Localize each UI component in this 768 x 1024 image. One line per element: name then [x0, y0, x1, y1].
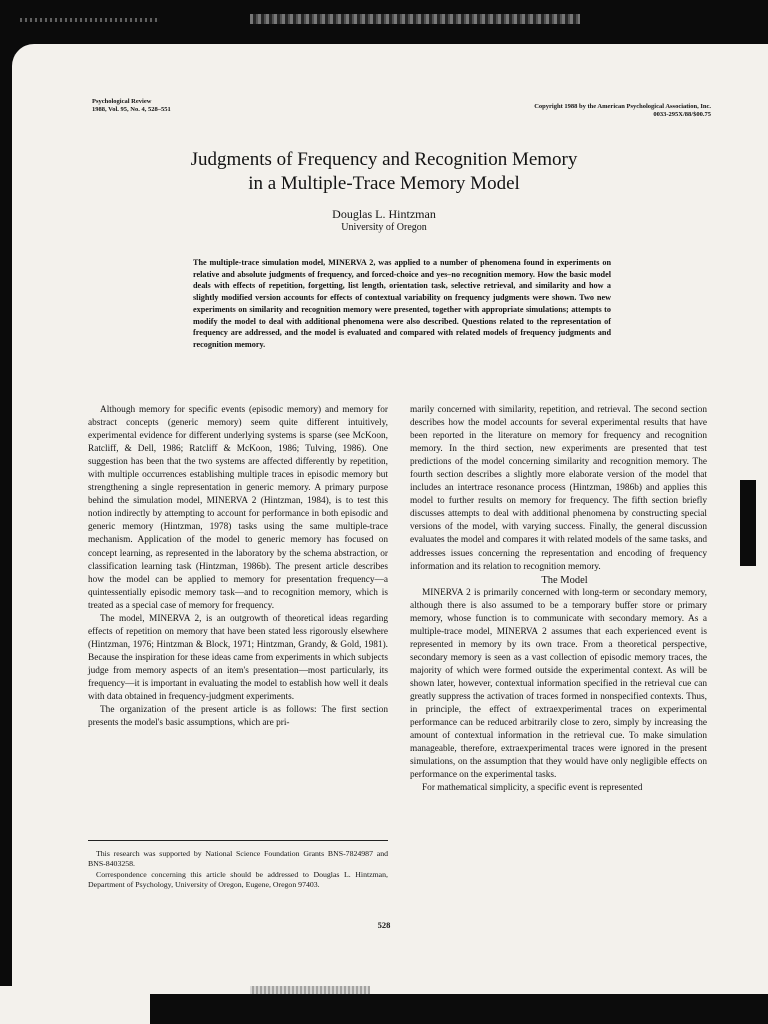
journal-header	[92, 98, 171, 113]
author-name: Douglas L. Hintzman	[332, 207, 436, 221]
body-column-right	[410, 404, 707, 795]
scan-shadow	[150, 994, 768, 1024]
copyright-header	[534, 103, 711, 118]
scan-border-bottom	[0, 986, 768, 1024]
page-number: 528	[377, 920, 391, 930]
paragraph: marily concerned with similarity, repetition, and retrieval. The second section describes how the model accounts for several experimental results that have been reported in the literature on memory for frequency and recognition memory. In the third section, new experiments are presented that test predictions of the model concerning similarity and recognition memory. The fourth section describes a slightly more elaborate version of the model that includes an intertrace resonance process (Hintzman, 1986b) and applies this model to further results on memory for frequency. The fifth section briefly discusses attempts to deal with additional phenomena by constructing special versions of the model, with varying success. Finally, the general discussion evaluates the model and compares it with related models of the same tasks, and addresses issues concerning the representation and encoding of frequency information and its relation to recognition memory.	[410, 405, 707, 572]
paragraph: The model, MINERVA 2, is an outgrowth of theoretical ideas regarding effects of repetition on memory that have been stated less rigorously elsewhere (Hintzman, 1976; Hintzman & Block, 1971; Hintzman, Grandy, & Gold, 1981). Because the inspiration for these ideas came from experiments in which subjects judge from memory aspects of an item's presentation—most particularly, its frequency—it is important in evaluating the model to establish how well it deals with data obtained in frequency-judgment experiments.	[88, 613, 388, 703]
scan-noise	[250, 14, 580, 24]
edge-marker	[740, 480, 756, 566]
copyright-line: Copyright 1988 by the American Psychological Association, Inc.	[534, 103, 711, 110]
paragraph: For mathematical simplicity, a specific event is represented	[422, 783, 643, 794]
abstract: The multiple-trace simulation model, MINERVA 2, was applied to a number of phenomena found in experiments on relative and absolute judgments of frequency, and forced-choice and yes–no recognition memory. How the basic model deals with effects of repetition, forgetting, list length, orientation task, selective retrieval, and similarity and how a slightly modified version accounts for effects of contextual variability on frequency judgments were shown. Two new experiments on similarity and recognition memory were presented, together with appropriate simulations; attempts to modify the model to deal with additional phenomena were also described. Questions related to the representation of frequency are addressed, and the model is evaluated and compared with related models of frequency judgments and recognition memory.	[193, 258, 611, 349]
paper-title	[0, 148, 768, 196]
title-line-2: in a Multiple-Trace Memory Model	[248, 173, 520, 194]
footnote-rule	[88, 840, 388, 841]
author-affiliation: University of Oregon	[341, 222, 427, 233]
paragraph: Although memory for specific events (episodic memory) and memory for abstract concepts (generic memory) seem quite different intuitively, experimental evidence for different underlying systems is sparse (see McKoon, Ratcliff, & Dell, 1986; Ratcliff & McKoon, 1986; Tulving, 1986). One suggestion has been that the two systems are affected differently by repetition, with multiple occurrences establishing multiple traces in episodic memory but strengthening a single representation in generic memory. A primary purpose behind the simulation model, MINERVA 2 (Hintzman, 1984), is to test this notion indirectly by attempting to account for performance in both episodic and generic memory (Hintzman, 1978) tasks using the same multiple-trace mechanism. Application of the model to generic memory has focused on concept learning, as represented in the laboratory by the schema abstraction, or classification learning task (Hintzman, 1986b). The present article describes how the model can be applied to memory for presentation frequency—a quintessentially episodic memory task—and to recognition memory, which is treated as a special case of memory for frequency.	[88, 405, 388, 611]
paragraph: MINERVA 2 is primarily concerned with long-term or secondary memory, although there is also assumed to be a temporary buffer store or primary memory, whose function is to communicate with secondary memory. As a multiple-trace model, MINERVA 2 assumes that each experienced event is represented in memory by its own trace. From a theoretical perspective, secondary memory is seen as a vast collection of episodic memory traces, the majority of which were formed outside the experimental context. As will be shown later, however, contextual information specified in the retrieval cue can greatly suppress the activation of traces formed in nonspecified contexts. Thus, in principle, the effect of extraexperimental traces on experimental performance can be reduced arbitrarily close to zero, simply by increasing the amount of contextual information in the retrieval cue. To make simulation manageable, therefore, extraexperimental traces were ignored in the present simulations, on the assumption that they would have only negligible effects on performance on the experimental tasks.	[410, 587, 707, 781]
footnotes	[88, 849, 388, 890]
journal-name: Psychological Review	[92, 98, 152, 105]
title-line-1: Judgments of Frequency and Recognition Memory	[190, 149, 578, 170]
body-column-left	[88, 404, 388, 730]
paragraph: The organization of the present article is as follows: The first section presents the model's basic assumptions, which are pri-	[88, 705, 388, 729]
footnote: Correspondence concerning this article should be addressed to Douglas L. Hintzman, Department of Psychology, University of Oregon, Eugene, Oregon 97403.	[88, 869, 388, 889]
footnote: This research was supported by National Science Foundation Grants BNS-7824987 and BNS-8403258.	[88, 849, 388, 869]
section-heading: The Model	[541, 574, 588, 586]
scan-noise	[20, 18, 160, 22]
journal-volume: 1988, Vol. 95, No. 4, 528–551	[92, 105, 171, 113]
issn-code: 0033-295X/88/$00.75	[653, 110, 711, 118]
